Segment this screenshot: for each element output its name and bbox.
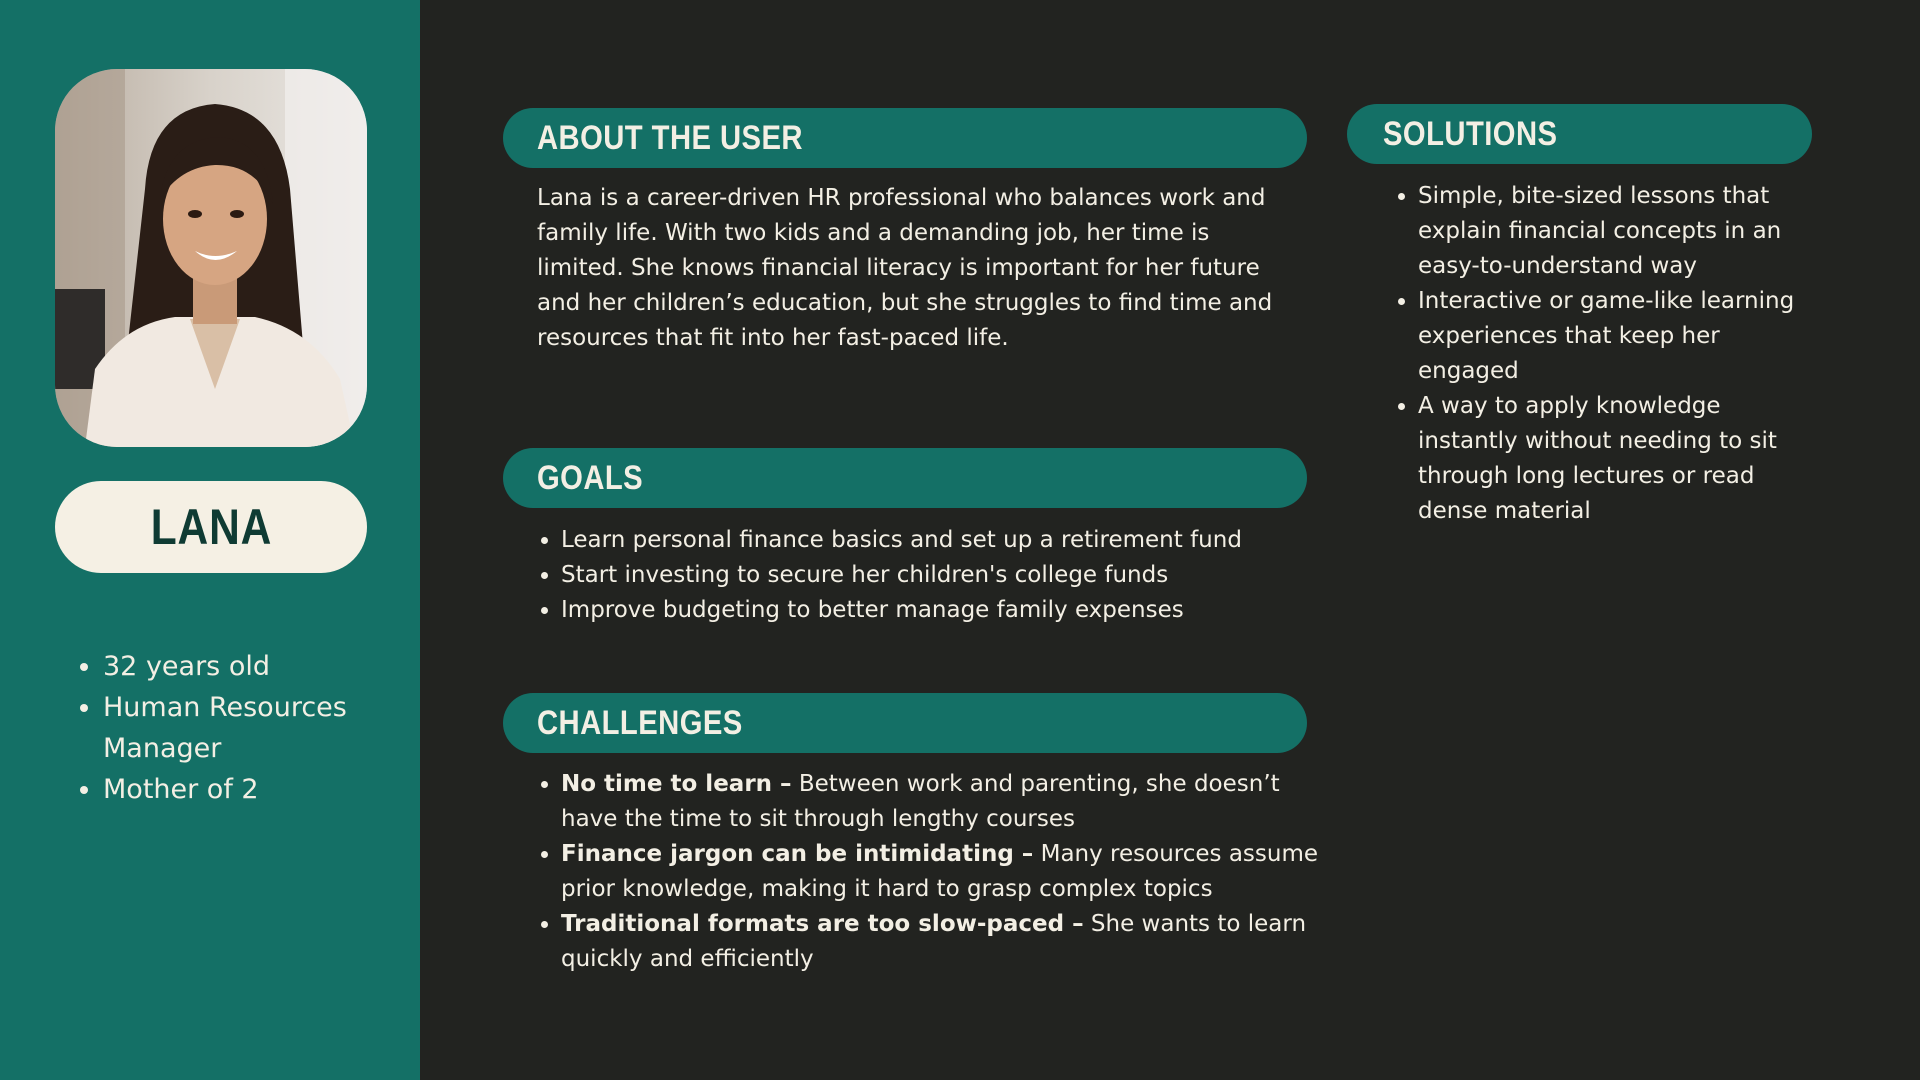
persona-facts-list bbox=[75, 646, 423, 810]
persona-photo bbox=[55, 69, 367, 447]
goals-list bbox=[537, 523, 1331, 628]
challenge-item bbox=[561, 767, 1331, 837]
persona-fact-age: • 32 years old bbox=[103, 646, 423, 687]
goals-title: GOALS bbox=[537, 458, 644, 497]
goal-item: • Learn personal finance basics and set up a retirement fund bbox=[561, 523, 1331, 558]
challenge-text: She wants to learn quickly and efficiently bbox=[561, 911, 1307, 972]
challenge-text: Many resources assume prior knowledge, making it hard to grasp complex topics bbox=[561, 841, 1319, 902]
solution-item: • A way to apply knowledge instantly without needing to sit through long lectures or read dense material bbox=[1418, 389, 1818, 529]
about-title: ABOUT THE USER bbox=[537, 118, 803, 157]
challenge-text: Between work and parenting, she doesn’t have the time to sit through lengthy courses bbox=[561, 771, 1280, 832]
solution-item: • Simple, bite-sized lessons that explain financial concepts in an easy-to-understand way bbox=[1418, 179, 1818, 284]
about-text: Lana is a career-driven HR professional who balances work and family life. With two kids and a demanding job, her time is limited. She knows financial literacy is important for her future and her children’s education, but she struggles to find time and resources that fit into her fast-paced life. bbox=[537, 185, 1273, 351]
challenge-item bbox=[561, 907, 1331, 977]
challenge-heading: No time to learn – bbox=[561, 771, 792, 797]
about-header bbox=[503, 108, 1307, 168]
persona-name: LANA bbox=[150, 499, 272, 555]
challenge-heading: Traditional formats are too slow-paced – bbox=[561, 911, 1084, 937]
solutions-header bbox=[1347, 104, 1812, 164]
solutions-title: SOLUTIONS bbox=[1383, 114, 1558, 153]
challenge-heading: Finance jargon can be intimidating – bbox=[561, 841, 1034, 867]
challenges-list bbox=[537, 767, 1331, 977]
persona-fact-family: • Mother of 2 bbox=[103, 769, 423, 810]
solutions-list bbox=[1394, 179, 1818, 529]
goal-item: • Start investing to secure her children's college funds bbox=[561, 558, 1331, 593]
woman-portrait-image bbox=[55, 69, 367, 447]
challenges-header bbox=[503, 693, 1307, 753]
goals-header bbox=[503, 448, 1307, 508]
persona-sidebar bbox=[0, 0, 420, 1080]
persona-fact-job: • Human Resources Manager bbox=[103, 687, 423, 769]
challenge-item bbox=[561, 837, 1331, 907]
challenges-title: CHALLENGES bbox=[537, 703, 743, 742]
goal-item: • Improve budgeting to better manage family expenses bbox=[561, 593, 1331, 628]
solution-item: • Interactive or game-like learning experiences that keep her engaged bbox=[1418, 284, 1818, 389]
persona-name-pill bbox=[55, 481, 367, 573]
